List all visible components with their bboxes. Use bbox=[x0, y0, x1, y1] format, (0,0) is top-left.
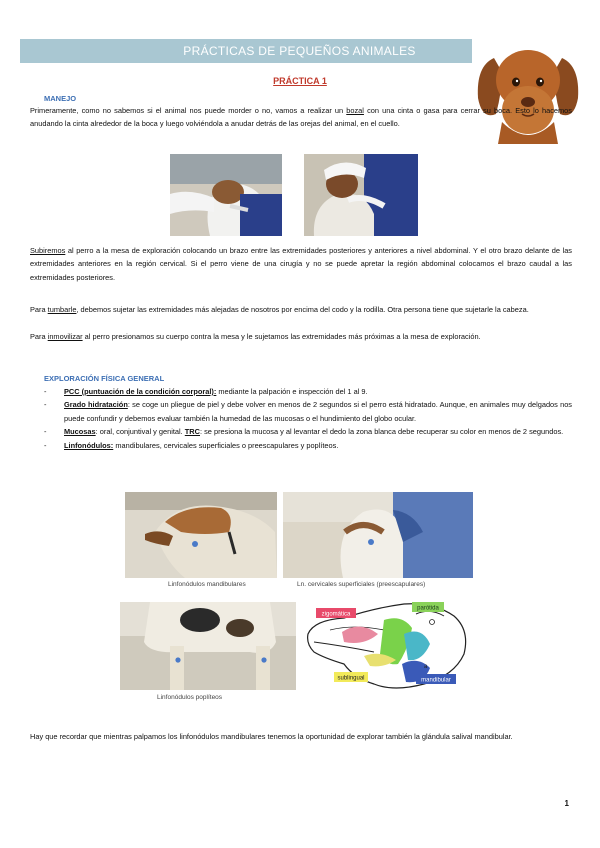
exploracion-list bbox=[44, 385, 572, 452]
photo-ln-cervicales bbox=[283, 492, 473, 578]
caption-popliteos: Linfonódulos poplíteos bbox=[157, 694, 223, 701]
photo-ln-mandibulares bbox=[125, 492, 277, 578]
manejo-paragraph-subir: Subiremos al perro a la mesa de exploración colocando un brazo entre las extremidades posteriores y anteriores a nivel abdominal. Y el otro brazo delante de las extremidades anteriores en la región cervical. Si el perro viene de una cirugía y no se puede apretar la región abdominal colocamos el brazo caudal a las extremidades posteriores. bbox=[30, 246, 572, 282]
label-zigomatica: zigomática bbox=[321, 611, 351, 618]
term-bozal: bozal bbox=[346, 106, 364, 115]
manejo-paragraph-bozal: Primeramente, como no sabemos si el animal nos puede morder o no, vamos a realizar un bozal con una cinta o gasa para cerrar su boca. Esto lo hacemos anudando la cinta alrededor de la boca y luego volviéndola a anudar detrás de las orejas del animal, en el cuello. bbox=[30, 106, 572, 129]
list-item-hidratacion: - Grado hidratación: se coge un pliegue de piel y debe volver en menos de 2 segundos si el perro está hidratado. Aunque, en animales muy delgados nos puede confundir y debemos evaluar también la humedad de las mucosas o el hundimiento del globo ocular. bbox=[44, 400, 573, 423]
term-subiremos: Subiremos bbox=[30, 246, 66, 255]
salivary-gland-diagram bbox=[304, 594, 474, 698]
closing-paragraph: Hay que recordar que mientras palpamos los linfonódulos mandibulares tenemos la oportunidad de explorar también la glándula salival mandibular. bbox=[30, 732, 513, 741]
caption-mandibulares: Linfonódulos mandibulares bbox=[168, 581, 246, 588]
list-item-linfonodulos: - Linfonódulos: mandibulares, cervicales superficiales o preescapulares y poplíteos. bbox=[44, 440, 339, 450]
term-inmovilizar: inmovilizar bbox=[47, 332, 83, 341]
list-item-pcc: - PCC (puntuación de la condición corporal): mediante la palpación e inspección del 1 al 9. bbox=[44, 387, 368, 396]
page-number: 1 bbox=[564, 799, 569, 808]
list-item-mucosas: - Mucosas: oral, conjuntival y genital. TRC: se presiona la mucosa y al levantar el dedo la zona blanca debe recuperar su color en menos de 2 segundos. bbox=[44, 427, 564, 437]
manejo-paragraph-tumbar: Para tumbarle, debemos sujetar las extremidades más alejadas de nosotros por encima del codo y la rodilla. Otra persona tiene que sujetarle la cabeza. bbox=[30, 305, 529, 314]
label-marker-a: a bbox=[424, 664, 428, 670]
photo-ln-popliteos bbox=[120, 602, 296, 690]
manejo-paragraph-inmovilizar: Para inmovilizar al perro presionamos su cuerpo contra la mesa y le sujetamos las extremidades más próximas a la mesa de exploración. bbox=[30, 332, 481, 341]
term-tumbarle: tumbarle bbox=[47, 305, 77, 314]
photo-bozal-2 bbox=[304, 154, 418, 236]
label-parotida: parótida bbox=[417, 605, 439, 612]
header-title: PRÁCTICAS DE PEQUEÑOS ANIMALES bbox=[183, 44, 416, 58]
label-mandibular: mandibular bbox=[421, 677, 451, 684]
photo-bozal-1 bbox=[170, 154, 282, 236]
caption-cervicales: Ln. cervicales superficiales (preescapulares) bbox=[297, 581, 426, 588]
practice-title: PRÁCTICA 1 bbox=[273, 76, 327, 86]
label-sublingual: sublingual bbox=[337, 675, 365, 682]
exploracion-heading: EXPLORACIÓN FÍSICA GENERAL bbox=[44, 374, 165, 383]
manejo-heading: MANEJO bbox=[44, 94, 77, 103]
